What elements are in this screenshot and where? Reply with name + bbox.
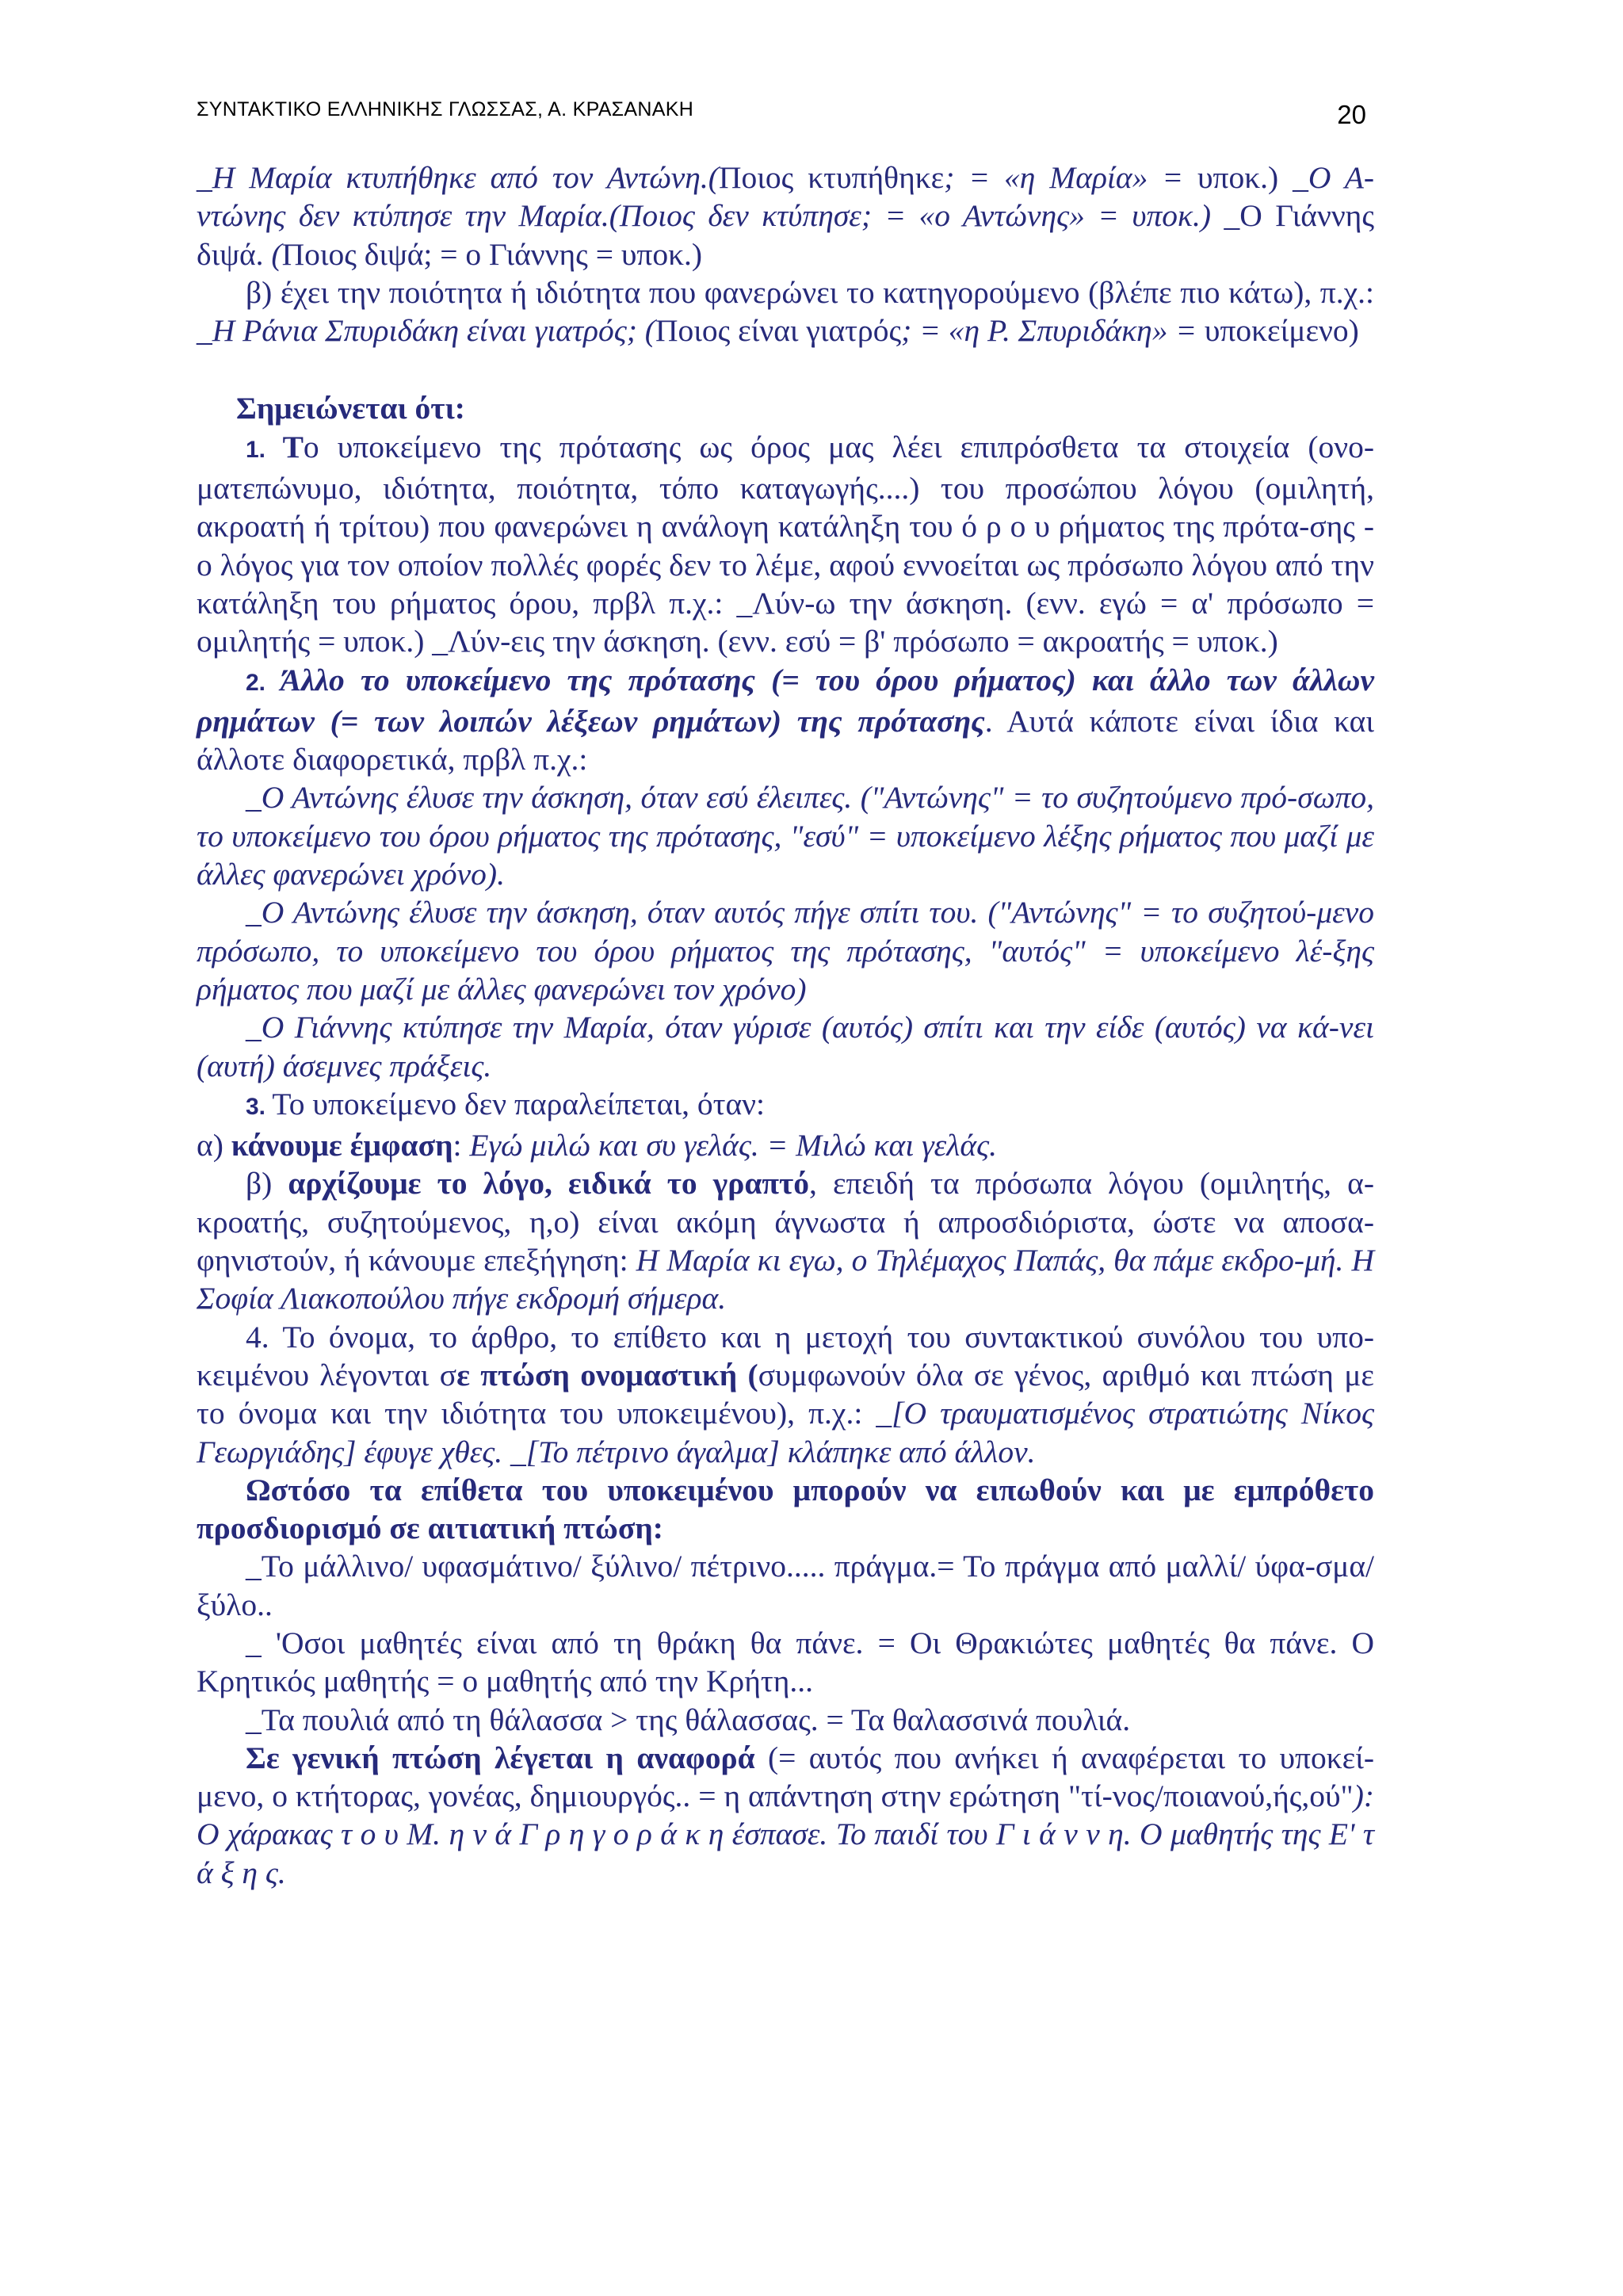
note-2-example-3: _Ο Γιάννης κτύπησε την Μαρία, όταν γύρισε (αυτός) σπίτι και την είδε (αυτός) να κά-νει (αυτή) άσεμνες πράξεις. bbox=[197, 1010, 1374, 1083]
note-4: 4. Το όνομα, το άρθρο, το επίθετο και η μετοχή του συντακτικού συνόλου του υπο-κειμένου λέγονται σε πτώση ονομαστική (συμφωνούν όλα σε γένος, αριθμό και πτώση με το όνομα και την ιδιότητα του υποκειμένου), π.χ.: _[Ο τραυματισμένος στρατιώτης Νίκος Γεωργιάδης] έφυγε χθες. _[Το πέτρινο άγαλμα] κλάπηκε από άλλον. bbox=[197, 1319, 1374, 1469]
note-3: 3. Το υποκείμενο δεν παραλείπεται, όταν: bbox=[246, 1086, 765, 1121]
note-2-example-2: _Ο Αντώνης έλυσε την άσκηση, όταν αυτός πήγε σπίτι του. ("Αντώνης" = το συζητού-μενο πρόσωπο, το υποκείμενο του όρου ρήματος της πρότασης, "αυτός" = υποκείμενο λέ-ξης ρήματος που μαζί με άλλες φανερώνει τον χρόνο) bbox=[197, 895, 1374, 1007]
page-header bbox=[197, 98, 1366, 127]
note-5-heading: Ωστόσο τα επίθετα του υποκειμένου μπορούν να ειπωθούν και με εμπρόθετο προσδιορισμό σε αιτιατική πτώση: bbox=[197, 1472, 1374, 1546]
note-5-example-1: _Το μάλλινο/ υφασμάτινο/ ξύλινο/ πέτρινο..... πράγμα.= Το πράγμα από μαλλί/ ύφα-σμα/ ξύλο.. bbox=[197, 1549, 1374, 1622]
page-body bbox=[197, 159, 1374, 1892]
note-6: Σε γενική πτώση λέγεται η αναφορά (= αυτός που ανήκει ή αναφέρεται το υποκεί-μενο, ο κτήτορας, γονέας, δημιουργός.. = η απάντηση στην ερώτηση "τί-νος/ποιανού,ής,ού"): Ο χάρακας τ ο υ Μ. η ν ά Γ ρ η γ ο ρ ά κ η έσπασε. Το παιδί του Γ ι ά ν ν η. Ο μαθητής της Ε' τ ά ξ η ς. bbox=[197, 1740, 1374, 1890]
note-3-a: α) κάνουμε έμφαση: Εγώ μιλώ και συ γελάς. = Μιλώ και γελάς. bbox=[197, 1128, 997, 1163]
note-2-example-1: _Ο Αντώνης έλυσε την άσκηση, όταν εσύ έλειπες. ("Αντώνης" = το συζητούμενο πρό-σωπο, το υποκείμενο του όρου ρήματος της πρότασης, "εσύ" = υποκείμενο λέξης ρήματος που μαζί με άλλες φανερώνει χρόνο). bbox=[197, 780, 1374, 892]
paragraph-b-predicate: β) έχει την ποιότητα ή ιδιότητα που φανερώνει το κατηγορούμενο (βλέπε πιο κάτω), π.χ.: _Η Ράνια Σπυριδάκη είναι γιατρός; (Ποιος είναι γιατρός; = «η Ρ. Σπυριδάκη» = υποκείμενο) bbox=[197, 274, 1374, 349]
page-number: 20 bbox=[1337, 100, 1366, 129]
note-2: 2. Άλλο το υποκείμενο της πρότασης (= του όρου ρήματος) και άλλο των άλλων ρημάτων (= των λοιπών λέξεων ρημάτων) της πρότασης. Αυτά κάποτε είναι ίδια και άλλοτε διαφορετικά, πρβλ π.χ.: bbox=[197, 662, 1374, 777]
section-heading: Σημειώνεται ότι: bbox=[236, 391, 465, 426]
note-5-example-2: _ 'Οσοι μαθητές είναι από τη θράκη θα πάνε. = Οι Θρακιώτες μαθητές θα πάνε. Ο Κρητικός μαθητής = ο μαθητής από την Κρήτη... bbox=[197, 1625, 1374, 1699]
note-3-b: β) αρχίζουμε το λόγο, ειδικά το γραπτό, επειδή τα πρόσωπα λόγου (ομιλητής, α-κροατής, συζητούμενος, η,ο) είναι ακόμη άγνωστα ή απροσδιόριστα, ώστε να αποσα-φηνιστούν, ή κάνουμε επεξήγηση: Η Μαρία κι εγω, ο Τηλέμαχος Παπάς, θα πάμε εκδρο-μή. Η Σοφία Λιακοπούλου πήγε εκδρομή σήμερα. bbox=[197, 1166, 1374, 1316]
running-title: ΣΥΝΤΑΚΤΙΚΟ ΕΛΛΗΝΙΚΗΣ ΓΛΩΣΣΑΣ, Α. ΚΡΑΣΑΝΑΚΗ bbox=[197, 98, 694, 120]
spacer bbox=[197, 350, 1374, 389]
note-1: 1. Το υποκείμενο της πρότασης ως όρος μας λέει επιπρόσθετα τα στοιχεία (ονο-ματεπώνυμο, ιδιότητα, ποιότητα, τόπο καταγωγής....) του προσώπου λόγου (ομιλητή, ακροατή ή τρίτου) που φανερώνει η ανάλογη κατάληξη του ό ρ ο υ ρήματος της πρότα-σης - ο λόγος για τον οποίον πολλές φορές δεν το λέμε, αφού εννοείται ως πρόσωπο λόγου από την κατάληξη του ρήματος όρου, πρβλ π.χ.: _Λύν-ω την άσκηση. (ενν. εγώ = α' πρόσωπο = ομιλητής = υποκ.) _Λύν-εις την άσκηση. (ενν. εσύ = β' πρόσωπο = ακροατής = υποκ.) bbox=[197, 429, 1375, 659]
note-5-example-3: _Τα πουλιά από τη θάλασσα > της θάλασσας. = Τα θαλασσινά πουλιά. bbox=[246, 1702, 1131, 1737]
paragraph-examples-a: _Η Μαρία κτυπήθηκε από τον Αντώνη.(Ποιος κτυπήθηκε; = «η Μαρία» = υποκ.) _Ο Α-ντώνης δεν κτύπησε την Μαρία.(Ποιος δεν κτύπησε; = «ο Αντώνης» = υποκ.) _Ο Γιάννης διψά. (Ποιος διψά; = ο Γιάννης = υποκ.) bbox=[197, 160, 1374, 272]
